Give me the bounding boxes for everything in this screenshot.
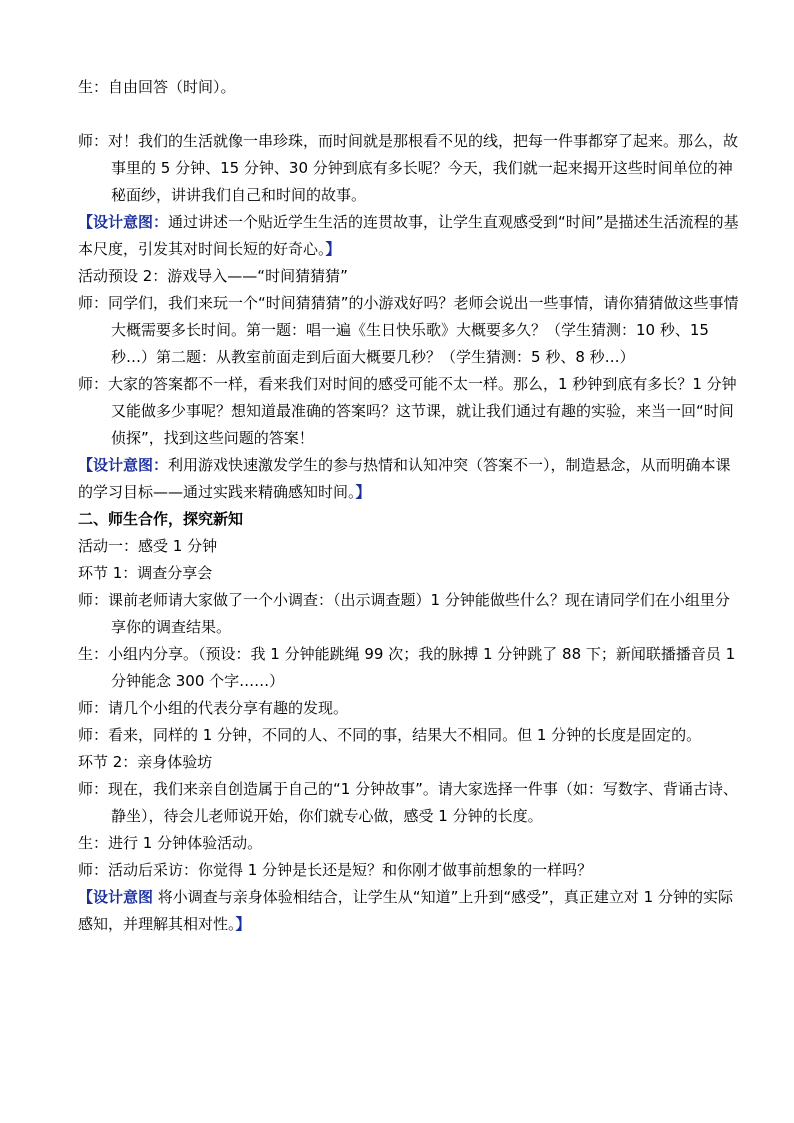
design-intent-1 [78, 209, 740, 263]
paragraph-teacher-survey: 师：课前老师请大家做了一个小调查：（出示调查题）1 分钟能做些什么？现在请同学们在小组里分享你的调查结果。 [78, 591, 730, 636]
bracket-close: 】 [325, 240, 341, 258]
step-1-title: 环节 1：调查分享会 [78, 564, 213, 582]
design-intent-label: 设计意图 [93, 888, 154, 906]
paragraph-teacher-story: 师：对！我们的生活就像一串珍珠，而时间就是那根看不见的线，把每一件事都穿了起来。那么，故事里的 5 分钟、15 分钟、30 分钟到底有多长呢？今天，我们就一起来揭开这些时间单位的神秘面纱，讲讲我们自己和时间的故事。 [78, 132, 739, 204]
paragraph-teacher-experience: 师：现在，我们来亲自创造属于自己的“1 分钟故事”。请大家选择一件事（如：写数字、背诵古诗、静坐），待会儿老师说开始，你们就专心做，感受 1 分钟的长度。 [78, 780, 738, 825]
bracket-open: 【 [78, 213, 94, 231]
design-intent-2 [78, 452, 740, 506]
paragraph-student-answer: 生：自由回答（时间）。 [78, 78, 236, 96]
design-intent-3 [78, 884, 740, 938]
design-intent-text: 通过讲述一个贴近学生生活的连贯故事，让学生直观感受到“时间”是描述生活流程的基本尺度，引发其对时间长短的好奇心。 [78, 213, 739, 258]
bracket-close: 】 [235, 915, 251, 933]
bracket-open: 【 [78, 456, 94, 474]
document-page [78, 74, 740, 938]
paragraph-teacher-fixed-length: 师：看来，同样的 1 分钟，不同的人、不同的事，结果大不相同。但 1 分钟的长度是固定的。 [78, 726, 702, 744]
paragraph-teacher-game: 师：同学们，我们来玩一个“时间猜猜猜”的小游戏好吗？老师会说出一些事情，请你猜猜做这些事情大概需要多长时间。第一题：唱一遍《生日快乐歌》大概要多久？（学生猜测：10 秒、15 秒…）第二题：从教室前面走到后面大概要几秒？（学生猜测：5 秒、8 秒…） [78, 294, 739, 366]
activity-preset-2: 活动预设 2：游戏导入——“时间猜猜猜” [78, 267, 348, 285]
paragraph-student-activity: 生：进行 1 分钟体验活动。 [78, 834, 263, 852]
section-heading: 二、师生合作，探究新知 [78, 510, 244, 528]
step-2-title: 环节 2：亲身体验坊 [78, 753, 213, 771]
paragraph-teacher-interview: 师：活动后采访：你觉得 1 分钟是长还是短？和你刚才做事前想象的一样吗？ [78, 861, 593, 879]
paragraph-teacher-representatives: 师：请几个小组的代表分享有趣的发现。 [78, 699, 349, 717]
design-intent-label: 设计意图： [93, 456, 169, 474]
bracket-open: 【 [78, 888, 94, 906]
paragraph-teacher-question: 师：大家的答案都不一样，看来我们对时间的感受可能不太一样。那么，1 秒钟到底有多长？1 分钟又能做多少事呢？想知道最准确的答案吗？这节课，就让我们通过有趣的实验，来当一回“时间侦探”，找到这些问题的答案！ [78, 375, 737, 447]
activity-one-title: 活动一：感受 1 分钟 [78, 537, 218, 555]
design-intent-text: 利用游戏快速激发学生的参与热情和认知冲突（答案不一），制造悬念，从而明确本课的学习目标——通过实践来精确感知时间。 [78, 456, 731, 501]
blank-line [78, 101, 740, 128]
bracket-close: 】 [355, 483, 371, 501]
paragraph-student-share: 生：小组内分享。（预设：我 1 分钟能跳绳 99 次；我的脉搏 1 分钟跳了 88 下；新闻联播播音员 1 分钟能念 300 个字……） [78, 645, 736, 690]
design-intent-label: 设计意图： [93, 213, 169, 231]
design-intent-text: 将小调查与亲身体验相结合，让学生从“知道”上升到“感受”，真正建立对 1 分钟的实际感知，并理解其相对性。 [78, 888, 733, 933]
